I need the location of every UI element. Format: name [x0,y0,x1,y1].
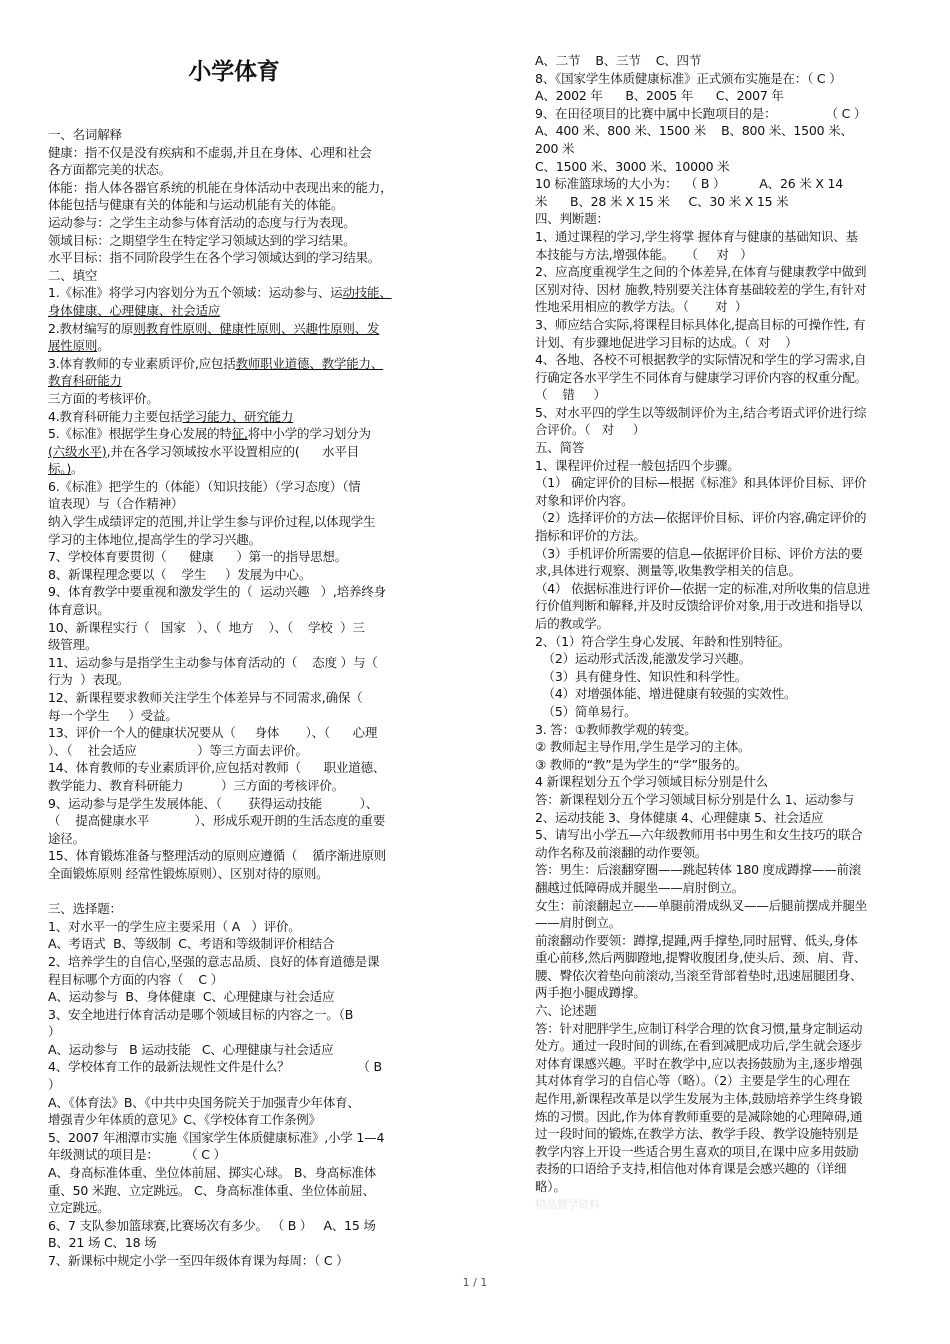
text-line: 四、判断题： [535,211,609,227]
text-line: （3）手机评价所需要的信息—依据评价目标、评价方法的要 [535,545,863,561]
text-line: 8、《国家学生体质健康标准》正式颁布实施是在：（ C ） [535,70,842,86]
text-line: 4、各地、各校不可根据教学的实际情况和学生的学习需求,自 [535,352,867,368]
text-line: 各方面都完美的状态。 [48,162,172,178]
text-line: （4） 依据标准进行评价—依据一定的标准,对所收集的信息进 [535,580,871,596]
text-line: 其对体育学习的自信心等（略）。（2）主要是学生的心理在 [535,1073,851,1089]
text-line: 3. 答：①教师教学观的转变。 [535,721,697,737]
text-line: 3、安全地进行体育活动是哪个领域目标的内容之一。（B [48,1006,354,1022]
text-line: 5.《标准》根据学生身心发展的特征,将中小学的学习划分为 [48,426,371,442]
text-line: 答：男生：后滚翻穿圈——跳起转体 180 度成蹲撑——前滚 [535,862,862,878]
text-line: 运动参与：之学生主动参与体育活动的态度与行为表现。 [48,214,356,230]
text-line: 7、学校体育要贯彻（ 健康 ）第一的指导思想。 [48,549,348,565]
text-line: 二、填空 [48,267,98,283]
text-line: 200 米 [535,140,575,156]
text-line: （ 提高健康水平 ）、形成乐观开朗的生活态度的重要 [48,813,386,829]
text-line: 米 B、28 米 X 15 米 C、30 米 X 15 米 [535,193,789,209]
text-line: 本技能与方法,增强体能。 （ 对 ） [535,246,753,262]
text-line: 略）。 [535,1179,566,1194]
text-line: 5、对水平四的学生以等级制评价为主,结合考语式评价进行综 [535,404,867,420]
text-line: 表扬的口语给予支持,相信他对体育课是会感兴趣的（详细 [535,1161,847,1177]
text-line: 计划、有步骤地促进学习目标的达成。（ 对 ） [535,334,798,350]
text-line: 一、名词解释 [48,127,122,142]
text-line: 五、简答 [535,440,585,456]
page-title: 小学体育 [188,59,280,85]
text-line: 1、课程评价过程一般包括四个步骤。 [535,457,740,473]
text-line: 重心前移,然后两脚蹬地,提臀收腹团身,使头后、颈、肩、背、 [535,950,867,966]
text-line: 10、新课程实行（ 国家 ）、（ 地方 ）、（ 学校 ）三 [48,619,365,635]
text-line: 11、运动参与是指学生主动参与体育活动的（ 态度 ）与（ [48,654,378,670]
right-text-body [535,52,905,1196]
text-line: ） [48,1077,61,1093]
text-line: ③ 教师的“教”是为学生的“学”服务的。 [535,756,748,772]
text-line: 5、请写出小学五—六年级教师用书中男生和女生技巧的联合 [535,827,863,843]
text-line: 炼的习惯。因此,作为体育教师重要的是减除她的心理障碍,通 [535,1108,863,1124]
text-line: 行确定各水平学生不同体育与健康学习评价内容的权重分配。 [535,369,868,385]
text-line: 区别对待、因材 施教,特别要关注体育基础较差的学生,有针对 [535,281,867,297]
left-text-body [48,126,428,1270]
text-line: A、《体育法》B、《中共中央国务院关于加强青少年体育、 [48,1094,360,1110]
text-line: 9、运动参与是学生发展体能、（ 获得运动技能 ）、 [48,795,379,811]
text-line: 8、新课程理念要以（ 学生 ）发展为中心。 [48,566,312,582]
text-line: ）、（ 社会适应 ）等三方面去评价。 [48,742,308,758]
text-line: 前滚翻动作要领：蹲撑,提踵,两手撑垫,同时屈臂、低头,身体 [535,932,858,948]
text-line: 2、应高度重视学生之间的个体差异,在体育与健康教学中做到 [535,264,867,280]
text-line: 行价值判断和解释,并及时反馈给评价对象,用于改进和指导以 [535,598,863,614]
text-line: 行为 ）表现。 [48,672,130,688]
text-line: ② 教师起主导作用,学生是学习的主体。 [535,739,751,755]
text-line: 12、新课程要求教师关注学生个体差异与不同需求,确保（ [48,690,363,705]
text-line: 6、7 支队参加篮球赛,比赛场次有多少。 （ B ） A、15 场 [48,1217,376,1233]
text-line: B、21 场 C、18 场 [48,1235,157,1251]
text-line: 7、新课标中规定小学一至四年级体育课为每周：（ C ） [48,1253,349,1268]
text-line: 合评价。（ 对 ） [535,422,646,438]
text-line: 求,具体进行观察、测量等,收集教学相关的信息。 [535,563,801,579]
text-line: 1.《标准》将学习内容划分为五个领域：运动参与、运动技能、 [48,285,392,301]
text-line: 腰、臀依次着垫向前滚动,当滚至背部着垫时,迅速屈腿团身、 [535,967,863,983]
text-line: 程目标哪个方面的内容（ C ） [48,971,223,987]
text-line [48,883,428,901]
text-line: 领域目标：之期望学生在特定学习领域达到的学习结果。 [48,232,356,248]
text-line: 体能：指人体各器官系统的机能在身体活动中表现出来的能力， [48,179,393,195]
text-line: 级管理。 [48,637,98,653]
text-line: 重、50 米跑、立定跳远。 C、身高标准体重、坐位体前屈、 [48,1182,375,1198]
text-line: 6.《标准》把学生的（体能）（知识技能）（学习态度）（情 [48,478,361,494]
text-line: 4、学校体育工作的最新法规性文件是什么？ （ B [48,1059,382,1075]
text-line: 每一个学生 ）受益。 [48,707,178,723]
text-line: 9、体育教学中要重视和激发学生的（ 运动兴趣 ）,培养终身 [48,584,386,600]
text-line: 答：针对肥胖学生,应制订科学合理的饮食习惯,量身定制运动 [535,1020,863,1036]
text-line: 谊表现）与（合作精神） [48,496,184,512]
text-line: 2、运动技能 3、身体健康 4、心理健康 5、社会适应 [535,809,824,825]
text-line: 动作名称及前滚翻的动作要领。 [535,844,708,860]
text-line: （3）具有健身性、知识性和科学性。 [535,668,748,684]
text-line: 三、选择题： [48,901,122,917]
text-line: A、400 米、800 米、1500 米 B、800 米、1500 米、 [535,123,853,139]
text-line: （2）选择评价的方法—依据评价目标、评价内容,确定评价的 [535,510,867,526]
text-line: 性地采用相应的教学方法。（ 对 ） [535,299,748,315]
text-line: 三方面的考核评价。 [48,390,159,406]
text-line: 翻越过低障碍成并腿坐——肩肘倒立。 [535,879,745,895]
text-line: 纳入学生成绩评定的范围,并让学生参与评价过程,以体现学生 [48,514,376,530]
text-line: 对象和评价内容。 [535,492,634,508]
text-line: （2）运动形式活泼,能激发学习兴趣。 [535,651,751,667]
text-line: 标。)。 [48,461,84,477]
text-line: 起作用,新课程改革是以学生发展为主体,鼓励培养学生终身锻 [535,1091,863,1107]
text-line: A、身高标准体重、坐位体前屈、掷实心球。 B、身高标准体 [48,1165,377,1181]
text-line: 15、体育锻炼准备与整理活动的原则应遵循（ 循序渐进原则 [48,848,387,864]
text-line: (六级水平),并在各学习领域按水平设置相应的( 水平目 [48,443,360,459]
text-line: 后的教或学。 [535,616,609,631]
right-column [535,0,905,1213]
text-line: （5）简单易行。 [535,703,637,719]
text-line: 教育科研能力 [48,373,122,389]
text-line: 过一段时间的锻炼,在教学方法、教学手段、教学设施特别是 [535,1126,859,1142]
text-line: 立定跳远。 [48,1200,110,1216]
text-line: （ 错 ） [535,387,606,403]
text-line: A、运动参与 B、身体健康 C、心理健康与社会适应 [48,989,335,1005]
text-line: 13、评价一个人的健康状况要从（ 身体 ）、（ 心理 [48,725,378,741]
text-line: 14、体育教师的专业素质评价,应包括对教师（ 职业道德、 [48,760,386,776]
text-line: 增强青少年体质的意见》C、《学校体育工作条例》 [48,1112,321,1128]
text-line: 女生：前滚翻起立——单腿前滑成纵叉——后腿前摆成并腿坐 [535,897,868,913]
text-line: 3.体育教师的专业素质评价,应包括教师职业道德、教学能力、 [48,355,384,371]
text-line: 教学能力、教育科研能力 ）三方面的考核评价。 [48,777,345,793]
text-line: C、1500 米、3000 米、10000 米 [535,158,730,174]
text-line: 处方。通过一段时间的训练,在看到减肥成功后,学生就会逐步 [535,1038,863,1054]
text-line: A、二节 B、三节 C、四节 [535,53,702,68]
text-line: 健康：指不仅是没有疾病和不虚弱,并且在身体、心理和社会 [48,144,372,160]
text-line: 展性原则。 [48,338,110,354]
left-column [48,0,428,1270]
text-line: 体育意识。 [48,602,110,618]
watermark-text: 精品教学资料 [535,1197,600,1211]
text-line: 水平目标：指不同阶段学生在各个学习领域达到的学习结果。 [48,250,381,266]
text-line: 4 新课程划分五个学习领域目标分别是什么 [535,774,768,790]
text-line: （4）对增强体能、增进健康有较强的实效性。 [535,686,797,702]
text-line: 答：新课程划分五个学习领域目标分别是什么 1、运动参与 [535,791,855,807]
text-line: 身体健康、心理健康、社会适应 [48,302,221,318]
text-line: A、2002 年 B、2005 年 C、2007 年 [535,88,784,104]
text-line: 指标和评价的方法。 [535,528,646,544]
text-line: 对体育课感兴趣。平时在教学中,应以表扬鼓励为主,逐步增强 [535,1055,863,1071]
text-line: 两手抱小腿成蹲撑。 [535,985,646,1001]
text-line: 六、论述题 [535,1003,597,1019]
text-line: 9、在田径项目的比赛中属中长跑项目的是： （ C ） [535,105,867,121]
text-line: ） [48,1024,61,1040]
page-number: 1 / 1 [462,1276,488,1289]
text-line: （1） 确定评价的目标—根据《标准》和具体评价目标、评价 [535,475,867,491]
text-line: 2、培养学生的自信心,坚强的意志品质、良好的体育道德是课 [48,953,380,969]
text-line: A、运动参与 B 运动技能 C、心理健康与社会适应 [48,1041,334,1057]
text-line: 5、2007 年湘潭市实施《国家学生体质健康标准》,小学 1—4 [48,1129,385,1145]
text-line: ——肩肘倒立。 [535,915,622,931]
text-line: 学习的主体地位,提高学生的学习兴趣。 [48,531,261,547]
text-line: 体能包括与健康有关的体能和与运动机能有关的体能。 [48,197,344,213]
text-line: A、考语式 B、等级制 C、考语和等级制评价相结合 [48,936,335,952]
text-line: 1、通过课程的学习,学生将掌 握体育与健康的基础知识、基 [535,228,858,244]
text-line: 2.教材编写的原则教育性原则、健康性原则、兴趣性原则、发 [48,320,380,336]
text-line: 全面锻炼原则 经常性锻炼原则）、区别对待的原则。 [48,865,329,881]
text-line: 年级测试的项目是： （ C ） [48,1147,226,1163]
text-line: 途径。 [48,830,85,846]
text-line: 教学内容上开设一些适合男生喜欢的项目,在课中应多用鼓励 [535,1143,859,1159]
text-line: 4.教育科研能力主要包括学习能力、研究能力 [48,408,294,424]
text-line: 2、（1）符合学生身心发展、年龄和性别特征。 [535,633,791,649]
text-line: 3、师应结合实际,将课程目标具体化,提高目标的可操作性, 有 [535,316,866,332]
text-line: 10 标准篮球场的大小为： （ B ） A、26 米 X 14 [535,176,843,192]
text-line: 1、对水平一的学生应主要采用（ A ）评价。 [48,918,301,934]
